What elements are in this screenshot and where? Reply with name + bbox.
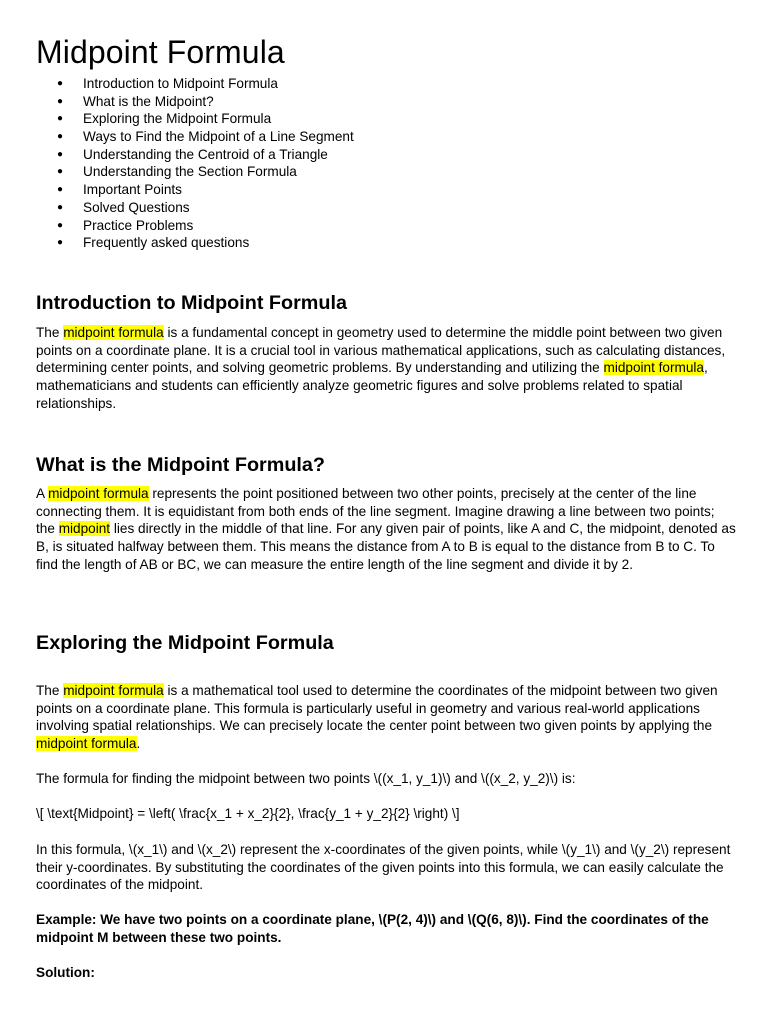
text-run: A bbox=[36, 486, 49, 501]
toc-item[interactable] bbox=[36, 110, 636, 128]
bullet-icon: ● bbox=[57, 184, 64, 196]
text-run: . bbox=[136, 736, 141, 752]
text-run: lies directly in the middle of that line. For any given pair of points, like A and C, the midpoint, denoted as B, is situated halfway between them. This means the distance from A to B is equal to the distance from B to C. To find the length of AB or BC, we can measure the entire length of the line segment and divide it by 2. bbox=[36, 521, 736, 572]
formula-latex: \[ \text{Midpoint} = \left( \frac{x_1 + x_2}{2}, \frac{y_1 + y_2}{2} \right) \] bbox=[36, 806, 460, 821]
highlighted-term: midpoint formula bbox=[63, 325, 164, 340]
what-paragraph bbox=[36, 485, 736, 574]
bullet-icon: ● bbox=[57, 113, 64, 125]
section-heading-exploring: Exploring the Midpoint Formula bbox=[36, 632, 334, 654]
bullet-icon: ● bbox=[57, 148, 64, 160]
bullet-icon: ● bbox=[57, 78, 64, 89]
highlighted-term: midpoint formula bbox=[63, 683, 164, 698]
toc-item-label: Understanding the Section Formula bbox=[83, 164, 297, 180]
text-run: is a fundamental concept in geometry used to determine the middle point between two given points on a coordinate plane. It is a crucial tool in various mathematical applications, such as calculating distances, determining center points, and solving geometric problems. By understanding and utilizing the bbox=[36, 325, 726, 376]
text-run: is a mathematical tool used to determine the coordinates of the midpoint between two given points on a coordinate plane. This formula is particularly useful in geometry and various real-world applications involving spatial relationships. We can precisely locate the center point between two given points by applying the bbox=[36, 683, 718, 734]
bullet-icon: ● bbox=[57, 219, 64, 231]
bullet-icon: ● bbox=[57, 131, 64, 143]
text-run: , mathematicians and students can efficiently analyze geometric figures and solve problems related to spatial relationships. bbox=[36, 360, 708, 411]
toc-item[interactable] bbox=[36, 93, 636, 111]
formula-intro-paragraph: The formula for finding the midpoint between two points \((x_1, y_1)\) and \((x_2, y_2)\) is: bbox=[36, 771, 576, 786]
toc-item[interactable] bbox=[36, 128, 636, 146]
exploring-paragraph bbox=[36, 682, 736, 753]
toc-item[interactable] bbox=[36, 234, 636, 252]
section-heading-intro: Introduction to Midpoint Formula bbox=[36, 292, 347, 314]
bullet-icon: ● bbox=[57, 166, 64, 178]
solution-label: Solution: bbox=[36, 965, 95, 980]
toc-item-label: Solved Questions bbox=[83, 199, 190, 215]
toc-item-label: Frequently asked questions bbox=[83, 235, 250, 251]
text-run: The bbox=[36, 683, 64, 698]
toc-item-label: Exploring the Midpoint Formula bbox=[83, 111, 272, 127]
toc-item[interactable] bbox=[36, 217, 636, 235]
toc-item-label: Practice Problems bbox=[83, 217, 194, 233]
highlighted-term: midpoint formula bbox=[48, 486, 149, 501]
toc-item-label: Important Points bbox=[83, 182, 182, 198]
toc-item-label: What is the Midpoint? bbox=[83, 93, 214, 109]
toc-item-label: Ways to Find the Midpoint of a Line Segment bbox=[83, 129, 354, 145]
toc-item[interactable] bbox=[36, 146, 636, 164]
text-run: The bbox=[36, 325, 64, 340]
formula-explanation-paragraph: In this formula, \(x_1\) and \(x_2\) represent the x-coordinates of the given points, while \(y_1\) and \(y_2\) represent their y-coordinates. By substituting the coordinates of the given points into this formula, we can easily calculate the coordinates of the midpoint. bbox=[36, 842, 731, 893]
toc-item[interactable] bbox=[36, 199, 636, 217]
toc-item[interactable] bbox=[36, 181, 636, 199]
highlighted-term: midpoint bbox=[58, 521, 111, 537]
highlighted-term: midpoint formula bbox=[36, 736, 137, 752]
toc-item[interactable] bbox=[36, 163, 636, 181]
bullet-icon: ● bbox=[57, 237, 64, 249]
toc-item[interactable] bbox=[36, 75, 636, 93]
page-title: Midpoint Formula bbox=[36, 34, 285, 70]
toc-item-label: Understanding the Centroid of a Triangle bbox=[83, 146, 328, 162]
text-run: represents the point positioned between two other points, precisely at the center of the line connecting them. It is equidistant from both ends of the line segment. Imagine drawing a line between two points; the bbox=[36, 486, 715, 537]
bullet-icon: ● bbox=[57, 201, 64, 213]
toc-item-label: Introduction to Midpoint Formula bbox=[83, 76, 278, 91]
bullet-icon: ● bbox=[57, 95, 64, 107]
example-question: Example: We have two points on a coordinate plane, \(P(2, 4)\) and \(Q(6, 8)\). Find the coordinates of the midpoint M between these two points. bbox=[36, 912, 709, 945]
section-heading-what: What is the Midpoint Formula? bbox=[36, 454, 326, 476]
intro-paragraph bbox=[36, 324, 736, 413]
table-of-contents bbox=[36, 75, 636, 252]
highlighted-term: midpoint formula bbox=[603, 360, 704, 376]
